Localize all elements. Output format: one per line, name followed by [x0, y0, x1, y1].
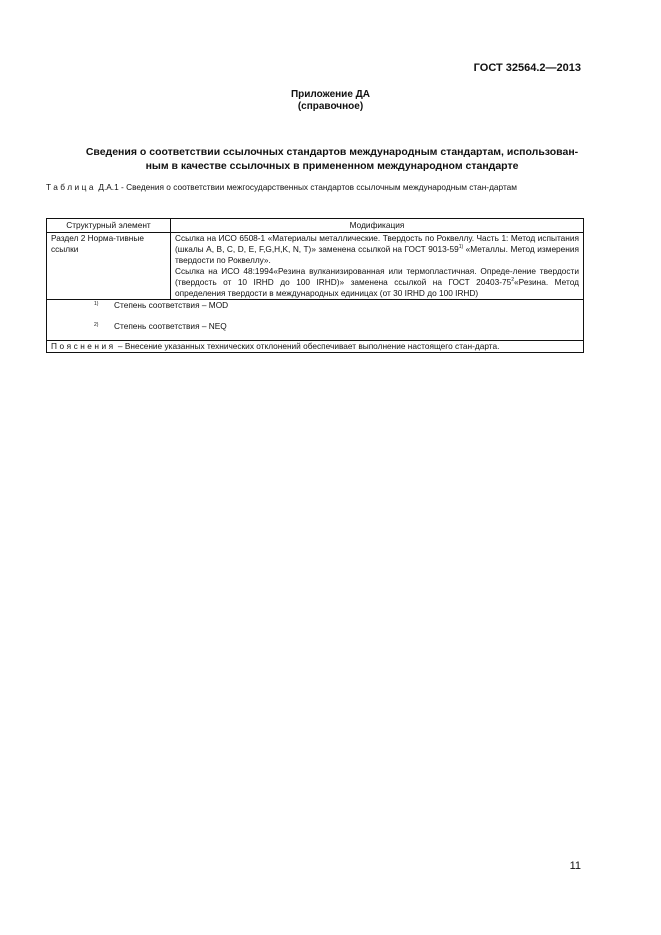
footnote-ref: 1)	[458, 244, 464, 251]
cell-structural-element: Раздел 2 Норма-тивные ссылки	[47, 233, 171, 300]
conformity-table	[46, 218, 584, 353]
table-caption	[46, 182, 584, 193]
footnotes-cell	[47, 300, 584, 341]
footnote	[94, 321, 227, 332]
header-structural-element: Структурный элемент	[47, 219, 171, 233]
table-row	[47, 233, 584, 300]
annex-title: Приложение ДА	[290, 89, 371, 100]
footnote-mark: 2)	[94, 322, 99, 328]
footnotes-row	[47, 300, 584, 341]
cell-modification	[171, 233, 584, 300]
header-modification: Модификация	[171, 219, 584, 233]
note-cell	[47, 341, 584, 353]
document-code: ГОСТ 32564.2—2013	[473, 62, 581, 74]
table-caption-label: Таблица	[46, 182, 97, 192]
table-header-row	[47, 219, 584, 233]
footnote-text: Степень соответствия – NEQ	[114, 321, 227, 331]
modification-paragraph-1	[175, 233, 579, 266]
note-row	[47, 341, 584, 353]
section-title-line-1: Сведения о соответствии ссылочных стандартов международным стандартам, использован-	[85, 146, 579, 158]
footnote-ref: 2	[511, 277, 515, 284]
footnote-text: Степень соответствия – MOD	[114, 300, 229, 310]
note-text: – Внесение указанных технических отклонений обеспечивает выполнение настоящего стан-дарта.	[115, 341, 500, 351]
table-caption-text: Д.А.1 - Сведения о соответствии межгосударственных стандартов ссылочным международным стан-дартам	[96, 182, 517, 192]
annex-subtitle: (справочное)	[297, 101, 364, 112]
modification-text: Ссылка на ИСО 6508-1 «Материалы металлические. Твердость по Роквеллу. Часть 1: Метод испытания (шкалы A, B, C, D, E, F,G,H,K, N, T)» заменена ссылкой на ГОСТ 9013-59	[175, 233, 579, 254]
footnote	[94, 300, 228, 311]
modification-text: Ссылка на ИСО 48:1994«Резина вулканизированная или термопластичная. Опреде-ление твердости (твердость от 10 IRHD до 100 IRHD)» заменена ссылкой на ГОСТ 20403-75	[175, 266, 579, 287]
annex-heading	[0, 89, 661, 113]
modification-text: «Резина. Метод определения твердости в международных единицах (от 30 IRHD до 100 IRHD)	[175, 277, 579, 298]
modification-paragraph-2	[175, 266, 579, 299]
section-title	[50, 145, 614, 173]
page-number: 11	[569, 860, 581, 872]
modification-text: «Металлы. Метод измерения твердости по Роквеллу».	[175, 244, 579, 265]
note-label: Пояснения	[51, 341, 116, 351]
footnote-mark: 1)	[94, 301, 99, 307]
section-title-line-2: ным в качестве ссылочных в примененном международном стандарте	[145, 160, 519, 172]
